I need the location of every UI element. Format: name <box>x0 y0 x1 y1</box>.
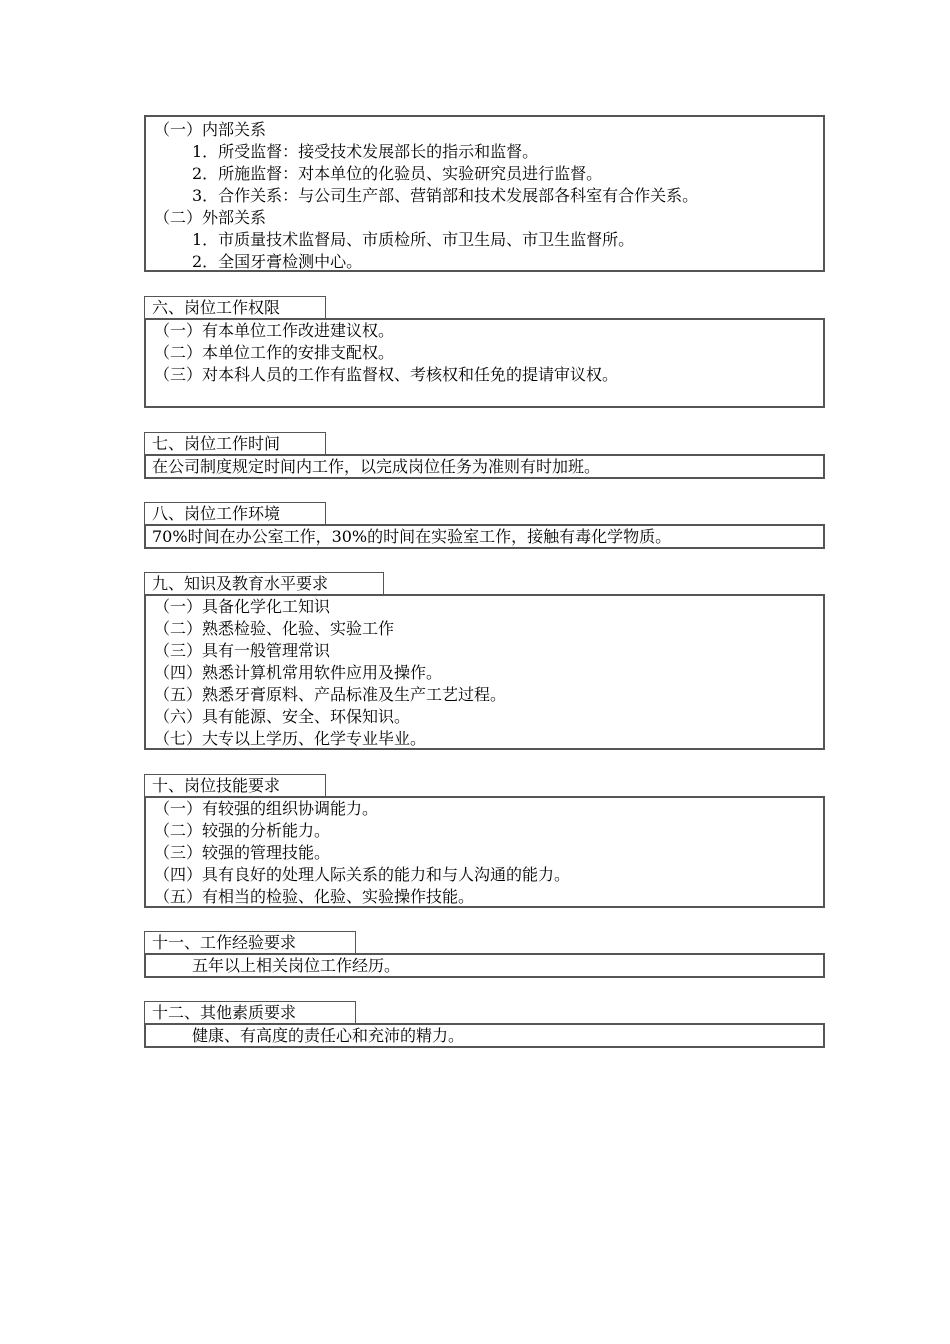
section8-title: 八、岗位工作环境 <box>152 504 281 523</box>
section9-item: （六）具有能源、安全、环保知识。 <box>154 707 411 726</box>
section9-item: （四）熟悉计算机常用软件应用及操作。 <box>154 663 443 682</box>
section9-item: （七）大专以上学历、化学专业毕业。 <box>154 729 427 748</box>
section10-item: （五）有相当的检验、化验、实验操作技能。 <box>154 887 475 906</box>
internal-relation-item: 2．所施监督：对本单位的化验员、实验研究员进行监督。 <box>192 164 603 183</box>
section9-item: （五）熟悉牙膏原料、产品标准及生产工艺过程。 <box>154 685 507 704</box>
internal-relations-title: （一）内部关系 <box>154 120 267 139</box>
section6-title: 六、岗位工作权限 <box>152 298 281 317</box>
external-relation-item: 2．全国牙膏检测中心。 <box>192 252 363 271</box>
section9-item: （一）具备化学化工知识 <box>154 597 331 616</box>
internal-relation-item: 3．合作关系：与公司生产部、营销部和技术发展部各科室有合作关系。 <box>192 186 699 205</box>
section10-item: （四）具有良好的处理人际关系的能力和与人沟通的能力。 <box>154 865 571 884</box>
section6-item: （三）对本科人员的工作有监督权、考核权和任免的提请审议权。 <box>154 365 619 384</box>
section6-item: （一）有本单位工作改进建议权。 <box>154 321 395 340</box>
section12-title: 十二、其他素质要求 <box>152 1003 297 1022</box>
section9-item: （二）熟悉检验、化验、实验工作 <box>154 619 395 638</box>
section9-item: （三）具有一般管理常识 <box>154 641 331 660</box>
section11-item: 五年以上相关岗位工作经历。 <box>192 956 401 975</box>
section11-title: 十一、工作经验要求 <box>152 933 297 952</box>
section9-title: 九、知识及教育水平要求 <box>152 574 329 593</box>
external-relations-title: （二）外部关系 <box>154 208 267 227</box>
section7-title: 七、岗位工作时间 <box>152 434 281 453</box>
section7-item: 在公司制度规定时间内工作，以完成岗位任务为准则有时加班。 <box>152 457 601 476</box>
section10-item: （三）较强的管理技能。 <box>154 843 331 862</box>
section10-item: （二）较强的分析能力。 <box>154 821 331 840</box>
section6-item: （二）本单位工作的安排支配权。 <box>154 343 395 362</box>
section12-item: 健康、有高度的责任心和充沛的精力。 <box>192 1026 465 1045</box>
section8-item: 70%时间在办公室工作，30%的时间在实验室工作，接触有毒化学物质。 <box>152 527 672 546</box>
section10-title: 十、岗位技能要求 <box>152 776 281 795</box>
external-relation-item: 1．市质量技术监督局、市质检所、市卫生局、市卫生监督所。 <box>192 230 635 249</box>
section10-item: （一）有较强的组织协调能力。 <box>154 799 379 818</box>
internal-relation-item: 1．所受监督：接受技术发展部长的指示和监督。 <box>192 142 539 161</box>
